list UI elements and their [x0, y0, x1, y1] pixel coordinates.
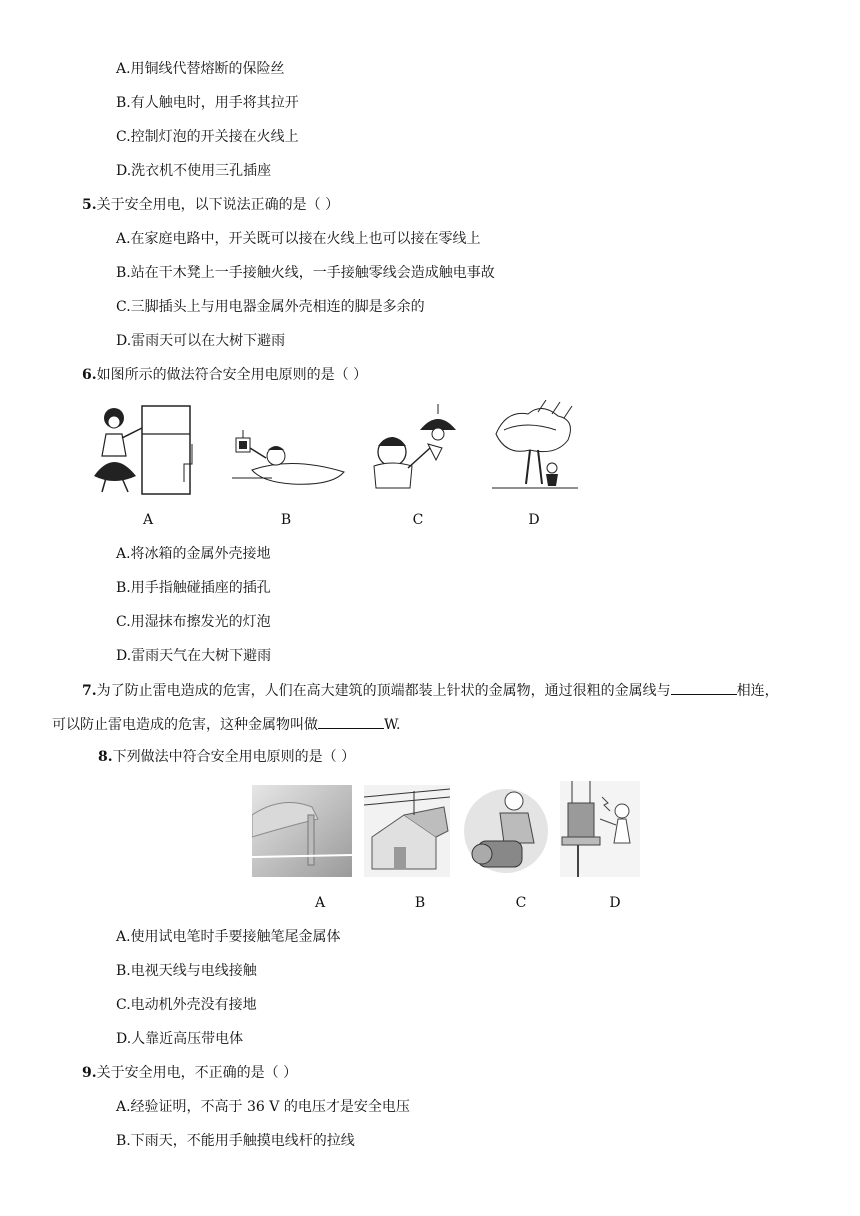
question-text-end: 相连，	[736, 683, 779, 699]
option-a: A.经验证明，不高于 36 V 的电压才是安全电压	[116, 1099, 410, 1115]
question-text: 可以防止雷电造成的危害，这种金属物叫做	[52, 717, 318, 733]
answer-blank[interactable]	[318, 714, 384, 729]
option-d: D.雷雨天可以在大树下避雨	[116, 333, 286, 349]
answer-blank[interactable]	[671, 680, 737, 695]
option-a: A.将冰箱的金属外壳接地	[116, 546, 271, 562]
image-label-a: A	[314, 895, 326, 911]
option-d: D.人靠近高压带电体	[116, 1031, 244, 1047]
question-6-stem	[82, 365, 367, 385]
question-7-line-1	[82, 680, 779, 701]
question-text: 如图所示的做法符合安全用电原则的是（ ）	[96, 367, 368, 383]
illustration-wiping-bulb	[362, 404, 458, 490]
option-a: A.在家庭电路中，开关既可以接在火线上也可以接在零线上	[116, 231, 481, 247]
illustration-tree-in-thunderstorm	[486, 400, 582, 492]
question-number: 7.	[82, 683, 97, 699]
question-text: 关于安全用电，不正确的是（ ）	[96, 1065, 298, 1081]
image-label-b: B	[280, 512, 292, 528]
option-b: B.有人触电时，用手将其拉开	[116, 95, 299, 111]
illustration-finger-in-socket	[232, 430, 348, 492]
option-c: C.电动机外壳没有接地	[116, 997, 257, 1013]
option-c: C.控制灯泡的开关接在火线上	[116, 129, 299, 145]
question-text: 下列做法中符合安全用电原则的是（ ）	[112, 749, 356, 765]
question-5-stem	[82, 195, 339, 215]
option-a: A.用铜线代替熔断的保险丝	[116, 61, 285, 77]
question-number: 9.	[82, 1065, 97, 1081]
question-text: 关于安全用电，以下说法正确的是（ ）	[96, 197, 340, 213]
question-number: 6.	[82, 367, 97, 383]
question-text: 为了防止雷电造成的危害，人们在高大建筑的顶端都装上针状的金属物，通过很粗的金属线与	[96, 683, 671, 699]
option-b: B.下雨天，不能用手触摸电线杆的拉线	[116, 1133, 355, 1149]
option-c: C.三脚插头上与用电器金属外壳相连的脚是多余的	[116, 299, 425, 315]
image-label-b: B	[414, 895, 426, 911]
image-label-c: C	[412, 512, 424, 528]
option-d: D.雷雨天气在大树下避雨	[116, 648, 272, 664]
option-a: A.使用试电笔时手要接触笔尾金属体	[116, 929, 341, 945]
illustration-fridge-grounding	[84, 404, 194, 496]
photo-motor-not-grounded	[464, 783, 548, 879]
photo-near-high-voltage	[560, 781, 640, 877]
option-b: B.电视天线与电线接触	[116, 963, 257, 979]
question-text-end: W.	[384, 717, 401, 733]
image-label-c: C	[515, 895, 527, 911]
photo-test-pen-hand	[252, 785, 352, 877]
option-b: B.用手指触碰插座的插孔	[116, 580, 271, 596]
option-d: D.洗衣机不使用三孔插座	[116, 163, 272, 179]
image-label-d: D	[609, 895, 621, 911]
photo-antenna-touching-wire	[364, 785, 450, 877]
question-8-stem	[98, 747, 355, 767]
question-number: 8.	[98, 749, 113, 765]
question-7-line-2	[52, 714, 400, 735]
option-c: C.用湿抹布擦发光的灯泡	[116, 614, 271, 630]
question-number: 5.	[82, 197, 97, 213]
image-label-d: D	[528, 512, 540, 528]
question-9-stem	[82, 1063, 297, 1083]
image-label-a: A	[142, 512, 154, 528]
option-b: B.站在干木凳上一手接触火线，一手接触零线会造成触电事故	[116, 265, 495, 281]
